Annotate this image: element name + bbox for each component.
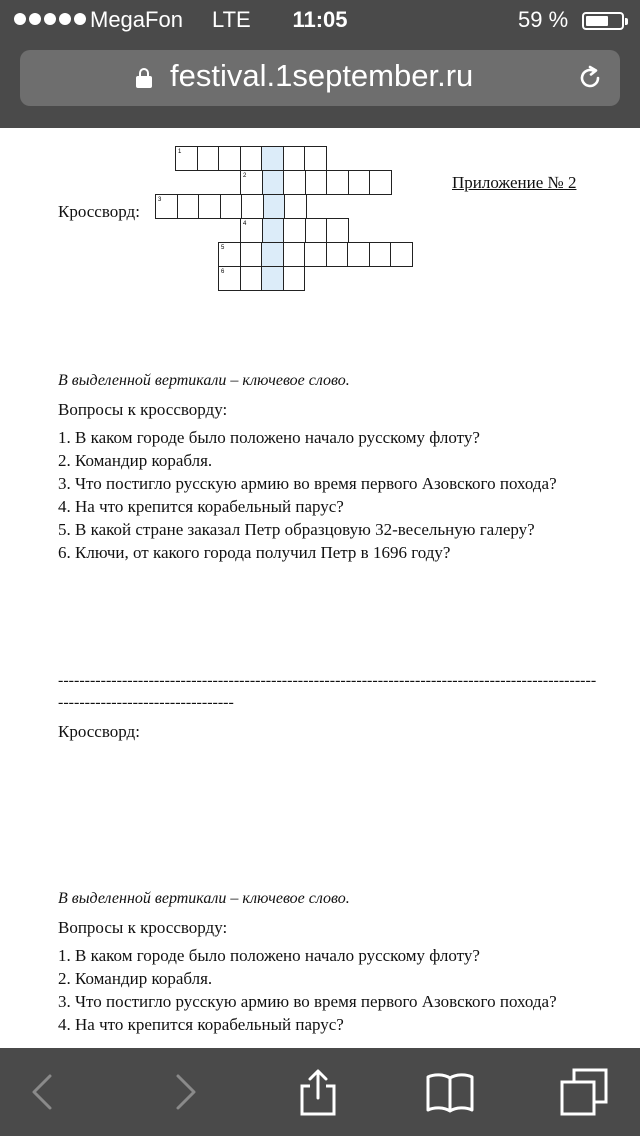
reload-icon[interactable]	[576, 64, 604, 92]
crossword-cell	[240, 266, 263, 291]
crossword-label: Кроссворд:	[58, 202, 140, 221]
crossword-cell	[261, 146, 284, 171]
questions-title: Вопросы к кроссворду:	[58, 400, 228, 419]
question-item: 4. На что крепится корабельный парус?	[58, 1015, 344, 1034]
crossword-cell	[390, 242, 413, 267]
crossword-cell	[262, 218, 285, 243]
crossword-row-number: 1	[178, 149, 182, 155]
clock: 11:05	[292, 7, 348, 32]
carrier-name: MegaFon	[90, 7, 183, 32]
crossword-cell	[198, 194, 221, 219]
crossword-cell	[240, 146, 263, 171]
crossword-cell	[283, 266, 306, 291]
crossword-cell	[240, 242, 263, 267]
status-bar	[0, 0, 640, 40]
crossword-row-number: 6	[221, 269, 225, 275]
question-item: 2. Командир корабля.	[58, 969, 213, 988]
battery-icon	[582, 12, 624, 30]
crossword-cell	[262, 170, 285, 195]
battery-percent: 59 %	[518, 7, 569, 32]
web-page	[0, 128, 640, 1048]
crossword-cell	[155, 194, 178, 219]
crossword-cell	[347, 242, 370, 267]
crossword-cell	[218, 266, 241, 291]
crossword-cell	[220, 194, 243, 219]
crossword-row-number: 3	[158, 197, 162, 203]
crossword-cell	[304, 242, 327, 267]
question-item: 5. В какой стране заказал Петр образцовую 32-весельную галеру?	[58, 520, 535, 539]
question-item: 3. Что постигло русскую армию во время первого Азовского похода?	[58, 992, 557, 1011]
crossword-cell	[305, 170, 328, 195]
crossword-cell	[305, 218, 328, 243]
question-item: 6. Ключи, от какого города получил Петр в 1696 году?	[58, 543, 451, 562]
question-item: 4. На что крепится корабельный парус?	[58, 497, 344, 516]
network-type: LTE	[212, 7, 251, 32]
crossword-row-number: 4	[243, 221, 247, 227]
crossword-cell	[241, 194, 264, 219]
question-item: 2. Командир корабля.	[58, 451, 213, 470]
crossword-cell	[177, 194, 200, 219]
key-word-note-2: В выделенной вертикали – ключевое слово.	[58, 890, 350, 907]
key-word-note: В выделенной вертикали – ключевое слово.	[58, 372, 350, 389]
crossword-cell	[326, 170, 349, 195]
crossword-cell	[283, 242, 306, 267]
crossword-cell	[263, 194, 286, 219]
crossword-row-number: 5	[221, 245, 225, 251]
bookmarks-icon[interactable]	[426, 1068, 474, 1116]
appendix-title: Приложение № 2	[452, 173, 577, 192]
questions-title-2: Вопросы к кроссворду:	[58, 918, 228, 937]
crossword-cell	[240, 170, 263, 195]
crossword-cell	[283, 146, 306, 171]
crossword-cell	[283, 218, 306, 243]
forward-icon[interactable]	[160, 1068, 208, 1116]
crossword-cell	[348, 170, 371, 195]
crossword-cell	[240, 218, 263, 243]
lock-icon	[136, 68, 152, 88]
back-icon[interactable]	[20, 1068, 68, 1116]
share-icon[interactable]	[294, 1068, 342, 1116]
crossword-label-2: Кроссворд:	[58, 722, 140, 741]
crossword-cell	[284, 194, 307, 219]
crossword-cell	[369, 242, 392, 267]
crossword-cell	[326, 242, 349, 267]
crossword-cell	[175, 146, 198, 171]
question-item: 3. Что постигло русскую армию во время первого Азовского похода?	[58, 474, 557, 493]
browser-chrome	[0, 0, 640, 128]
question-item: 1. В каком городе было положено начало русскому флоту?	[58, 946, 480, 965]
crossword-cell	[197, 146, 220, 171]
crossword-row-number: 2	[243, 173, 247, 179]
crossword-cell	[304, 146, 327, 171]
crossword-cell	[261, 266, 284, 291]
crossword-cell	[369, 170, 392, 195]
questions-list-2	[58, 944, 578, 1036]
crossword-cell	[326, 218, 349, 243]
url-text[interactable]: festival.1september.ru	[170, 58, 474, 93]
browser-toolbar	[0, 1048, 640, 1136]
section-divider: --------------------------------------------------------------------------------------------------------------------------------------	[58, 672, 597, 711]
crossword-cell	[261, 242, 284, 267]
crossword-cell	[218, 242, 241, 267]
tabs-icon[interactable]	[560, 1068, 608, 1116]
questions-list	[58, 426, 578, 564]
crossword-cell	[218, 146, 241, 171]
question-item: 1. В каком городе было положено начало русскому флоту?	[58, 428, 480, 447]
address-bar[interactable]	[20, 50, 620, 106]
crossword-cell	[283, 170, 306, 195]
